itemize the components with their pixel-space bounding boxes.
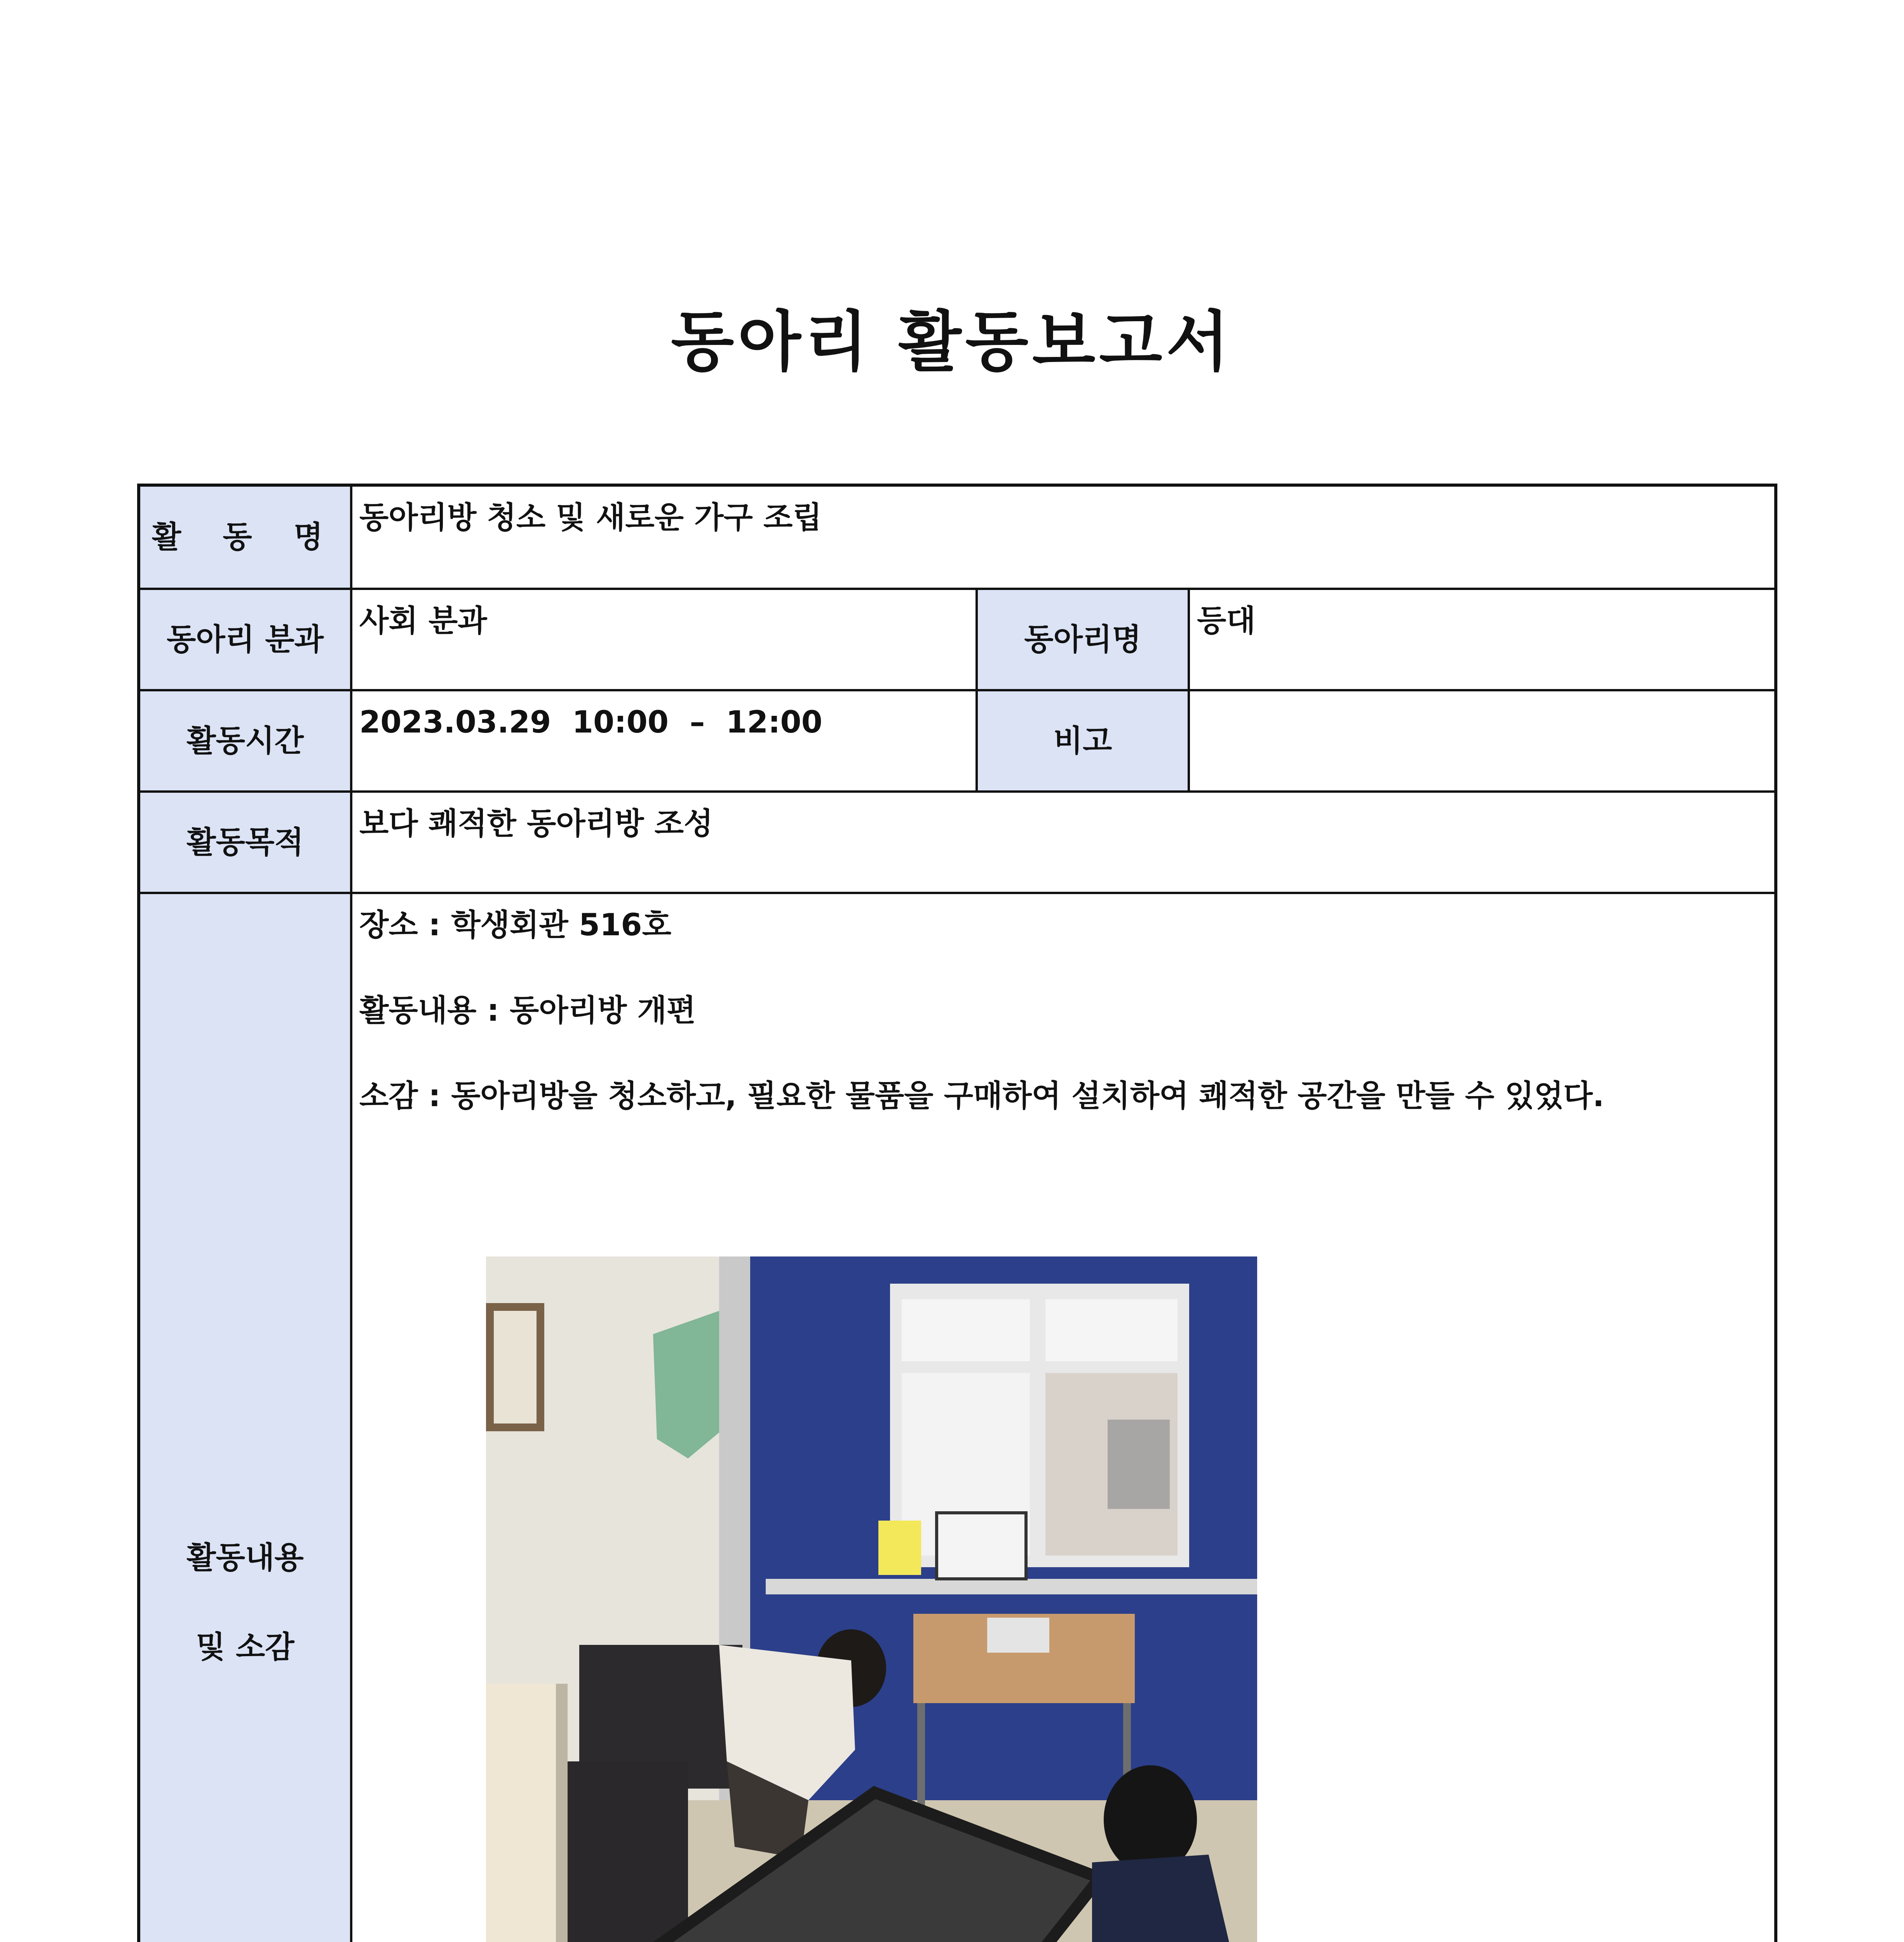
label-column-divider — [350, 487, 352, 1942]
activity-content-body — [352, 894, 1774, 1942]
club-name-label: 동아리명 — [978, 590, 1188, 689]
activity-time-value: 2023.03.29 10:00 – 12:00 — [352, 691, 976, 790]
row-divider-2 — [140, 689, 1774, 691]
activity-time-label: 활동시간 — [140, 691, 350, 790]
club-name-value: 등대 — [1190, 590, 1774, 689]
activity-photo — [486, 1256, 1257, 1942]
document-title: 동아리 활동보고서 — [671, 304, 1233, 380]
activity-name-value: 동아리방 청소 및 새로운 가구 조립 — [352, 487, 1774, 588]
middle-column-divider-right — [1188, 588, 1190, 792]
remarks-label: 비고 — [978, 691, 1188, 790]
activity-purpose-label: 활동목적 — [140, 793, 350, 892]
club-division-label: 동아리 분과 — [140, 590, 350, 689]
remarks-value — [1190, 691, 1774, 790]
content-line-location: 장소 : 학생회관 516호 — [359, 908, 671, 943]
activity-content-label-line2: 및 소감 — [196, 1629, 294, 1665]
club-division-value: 사회 분과 — [352, 590, 976, 689]
activity-report-table — [137, 484, 1777, 1942]
activity-purpose-value: 보다 쾌적한 동아리방 조성 — [352, 793, 1774, 892]
middle-column-divider-left — [976, 588, 978, 792]
row-divider-3 — [140, 790, 1774, 793]
photo-illustration — [486, 1256, 1257, 1942]
content-line-activity: 활동내용 : 동아리방 개편 — [359, 993, 696, 1028]
row-divider-1 — [140, 588, 1774, 590]
activity-content-label-line1: 활동내용 — [186, 1540, 304, 1575]
content-line-impression: 소감 : 동아리방을 청소하고, 필요한 물품을 구매하여 설치하여 쾌적한 공간을 만들 수 있었다. — [359, 1079, 1604, 1114]
row-divider-4 — [140, 892, 1774, 894]
activity-name-label: 활 동 명 — [140, 487, 350, 588]
activity-content-label — [140, 894, 350, 1942]
